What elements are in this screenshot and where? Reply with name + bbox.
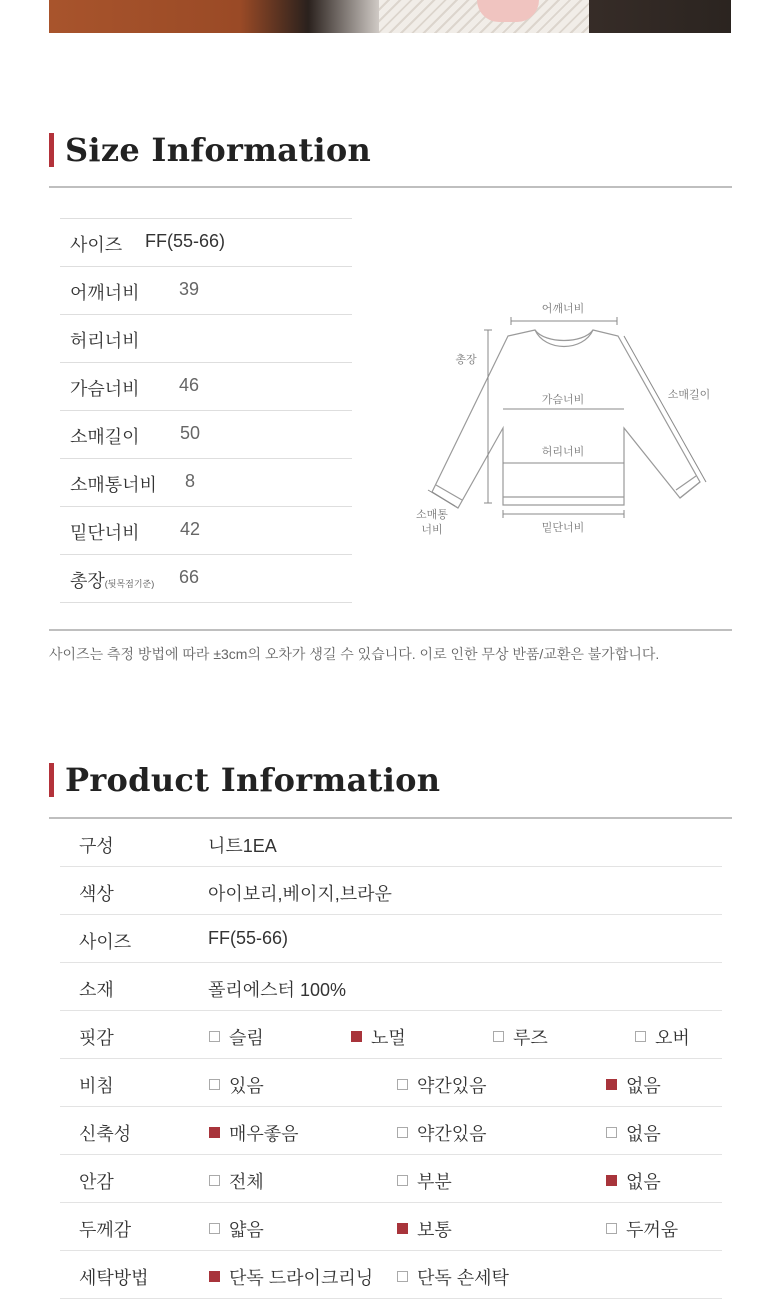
size-row: [60, 554, 352, 603]
product-label: 신축성: [79, 1124, 132, 1144]
option-none: [606, 1072, 661, 1098]
size-note: 사이즈는 측정 방법에 따라 ±3cm의 오차가 생길 수 있습니다. 이로 인한 무상 반품/교환은 불가합니다.: [49, 646, 660, 662]
size-label: 밑단너비: [70, 523, 140, 543]
product-label: 소재: [79, 980, 114, 1000]
size-value: 66: [179, 567, 200, 587]
product-label: 색상: [79, 884, 114, 904]
option-yes: [209, 1072, 264, 1098]
option-normal: [351, 1024, 406, 1050]
checkbox-checked-icon: [397, 1223, 408, 1234]
checkbox-icon: [209, 1031, 220, 1042]
product-row-fit: [60, 1011, 722, 1059]
product-photo-bottom: [49, 0, 731, 33]
option-label: 약간있음: [417, 1124, 487, 1144]
option-label: 두꺼움: [626, 1220, 679, 1240]
size-info-heading: [49, 131, 732, 171]
checkbox-checked-icon: [209, 1271, 220, 1282]
size-row: [60, 362, 352, 410]
option-none: [606, 1120, 661, 1146]
diagram-label-hem: 밑단너비: [541, 522, 585, 534]
product-row: [60, 915, 722, 963]
option-label: 보통: [417, 1220, 452, 1240]
size-value: 50: [180, 423, 201, 443]
size-label: 가슴너비: [70, 379, 140, 399]
size-label-note: (뒷목점기준): [104, 579, 155, 589]
product-row-stretch: [60, 1107, 722, 1155]
checkbox-icon: [209, 1175, 220, 1186]
size-info-title: Size Information: [65, 131, 372, 169]
option-label: 없음: [626, 1076, 661, 1096]
size-table: [60, 218, 352, 603]
size-row: [60, 458, 352, 506]
product-label: 구성: [79, 836, 114, 856]
size-label: 소매길이: [70, 427, 140, 447]
size-label: 사이즈: [70, 235, 123, 255]
product-row-thickness: [60, 1203, 722, 1251]
size-label: 어깨너비: [70, 283, 140, 303]
option-label: 없음: [626, 1124, 661, 1144]
option-full: [209, 1168, 264, 1194]
option-label: 전체: [229, 1172, 264, 1192]
option-label: 있음: [229, 1076, 264, 1096]
checkbox-checked-icon: [606, 1175, 617, 1186]
checkbox-icon: [397, 1079, 408, 1090]
product-label: 비침: [79, 1076, 114, 1096]
product-label: 핏감: [79, 1028, 114, 1048]
option-label: 없음: [626, 1172, 661, 1192]
option-dry-clean: [209, 1264, 373, 1290]
size-label: [70, 567, 154, 593]
product-info-heading: [49, 761, 732, 801]
option-partial: [397, 1168, 452, 1194]
option-loose: [493, 1024, 548, 1050]
diagram-label-length: 총장: [455, 354, 477, 366]
heading-accent-bar: [49, 133, 54, 167]
size-label: 허리너비: [70, 331, 140, 351]
option-hand-wash: [397, 1264, 509, 1290]
size-row: [60, 410, 352, 458]
option-thin: [209, 1216, 264, 1242]
option-label: 루즈: [513, 1028, 548, 1048]
option-medium: [397, 1216, 452, 1242]
size-label-main: 총장: [70, 571, 105, 591]
checkbox-icon: [397, 1271, 408, 1282]
product-row-washing: [60, 1251, 722, 1299]
checkbox-icon: [635, 1031, 646, 1042]
option-very-good: [209, 1120, 299, 1146]
size-row: [60, 266, 352, 314]
option-label: 슬림: [229, 1028, 264, 1048]
diagram-label-chest: 가슴너비: [541, 394, 585, 406]
option-thick: [606, 1216, 678, 1242]
option-slight: [397, 1072, 487, 1098]
product-value: 아이보리,베이지,브라운: [208, 884, 392, 904]
size-value: 46: [179, 375, 200, 395]
product-value: FF(55-66): [208, 928, 289, 948]
product-value: 폴리에스터 100%: [208, 980, 346, 1000]
checkbox-checked-icon: [606, 1079, 617, 1090]
checkbox-icon: [397, 1175, 408, 1186]
option-over: [635, 1024, 690, 1050]
size-heading-divider: [49, 186, 732, 188]
option-label: 오버: [655, 1028, 690, 1048]
product-row-sheerness: [60, 1059, 722, 1107]
diagram-label-cuff-2: 너비: [421, 524, 443, 536]
checkbox-checked-icon: [209, 1127, 220, 1138]
size-value: 8: [185, 471, 196, 491]
option-label: 단독 드라이크리닝: [229, 1268, 374, 1288]
product-value: 니트1EA: [208, 836, 277, 856]
option-label: 단독 손세탁: [417, 1268, 509, 1288]
option-label: 약간있음: [417, 1076, 487, 1096]
size-value: 39: [179, 279, 200, 299]
product-row: [60, 963, 722, 1011]
diagram-label-sleeve-length: 소매길이: [667, 389, 711, 401]
checkbox-icon: [209, 1223, 220, 1234]
size-row: [60, 506, 352, 554]
diagram-label-cuff-1: 소매통: [416, 509, 448, 521]
option-label: 매우좋음: [229, 1124, 299, 1144]
product-row: [60, 867, 722, 915]
product-table: [60, 819, 722, 1299]
option-label: 노멀: [371, 1028, 406, 1048]
option-slim: [209, 1024, 264, 1050]
option-none: [606, 1168, 661, 1194]
diagram-label-waist: 허리너비: [541, 446, 585, 458]
size-value: FF(55-66): [145, 231, 226, 251]
product-row: [60, 819, 722, 867]
checkbox-icon: [606, 1127, 617, 1138]
size-row: [60, 218, 352, 266]
size-row: [60, 314, 352, 362]
diagram-label-shoulder: 어깨너비: [541, 303, 585, 315]
product-label: 세탁방법: [79, 1268, 149, 1288]
checkbox-icon: [397, 1127, 408, 1138]
heading-accent-bar: [49, 763, 54, 797]
option-slight: [397, 1120, 487, 1146]
option-label: 얇음: [229, 1220, 264, 1240]
checkbox-icon: [493, 1031, 504, 1042]
option-label: 부분: [417, 1172, 452, 1192]
size-value: 42: [180, 519, 201, 539]
product-label: 사이즈: [79, 932, 132, 952]
product-info-title: Product Information: [65, 761, 441, 799]
size-diagram: [410, 290, 730, 550]
checkbox-checked-icon: [351, 1031, 362, 1042]
checkbox-icon: [606, 1223, 617, 1234]
product-label: 두께감: [79, 1220, 132, 1240]
product-row-lining: [60, 1155, 722, 1203]
size-bottom-divider: [49, 629, 732, 631]
checkbox-icon: [209, 1079, 220, 1090]
product-label: 안감: [79, 1172, 114, 1192]
size-label: 소매통너비: [70, 475, 157, 495]
